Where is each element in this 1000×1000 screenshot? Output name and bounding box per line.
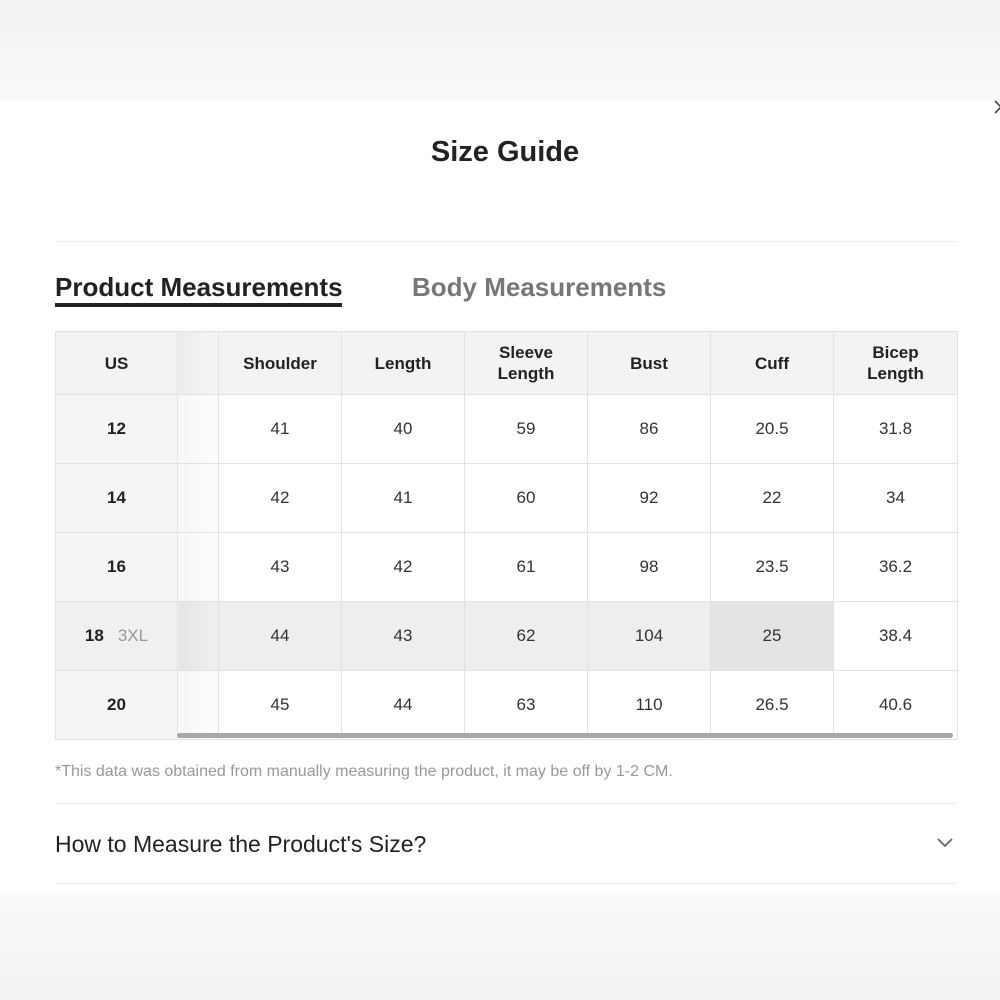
table-cell: 63	[465, 671, 588, 740]
table-cell: 110	[588, 671, 711, 740]
column-header-bicep-length	[834, 332, 958, 395]
table-cell: 62	[465, 602, 588, 671]
accordion-label: How to Measure the Product's Size?	[55, 831, 427, 857]
table-cell: 34	[834, 464, 958, 533]
table-cell: 36.2	[834, 533, 958, 602]
table-row	[56, 464, 958, 533]
scroll-shadow	[178, 464, 219, 533]
table-cell: 44	[342, 671, 465, 740]
size-cell: 20	[56, 671, 178, 740]
table-cell: 61	[465, 533, 588, 602]
table-cell: 41	[219, 395, 342, 464]
column-header-label: Bicep Length	[867, 343, 924, 383]
measurement-disclaimer: *This data was obtained from manually measuring the product, it may be off by 1-2 CM.	[55, 763, 673, 780]
table-row-highlighted[interactable]	[56, 602, 958, 671]
table-cell: 41	[342, 464, 465, 533]
size-cell	[56, 602, 178, 671]
table-cell: 31.8	[834, 395, 958, 464]
scroll-shadow	[178, 332, 219, 395]
table-cell: 104	[588, 602, 711, 671]
table-cell: 42	[342, 533, 465, 602]
column-header-cuff: Cuff	[711, 332, 834, 395]
table-cell: 26.5	[711, 671, 834, 740]
size-cell: 14	[56, 464, 178, 533]
size-label: 18	[84, 626, 104, 645]
column-header-label: Sleeve Length	[497, 343, 555, 383]
divider	[55, 883, 957, 884]
table-cell-highlighted: 25	[711, 602, 834, 671]
table-row	[56, 533, 958, 602]
scroll-shadow	[178, 671, 219, 740]
close-icon	[994, 100, 1000, 114]
column-header-sleeve-length	[465, 332, 588, 395]
table-cell: 86	[588, 395, 711, 464]
table-cell: 45	[219, 671, 342, 740]
scroll-shadow	[178, 533, 219, 602]
table-cell: 43	[342, 602, 465, 671]
table-row	[56, 395, 958, 464]
divider	[55, 241, 957, 242]
modal-title: Size Guide	[430, 136, 580, 168]
table-cell: 44	[219, 602, 342, 671]
chevron-down-icon	[935, 837, 955, 849]
table-cell: 60	[465, 464, 588, 533]
table-cell: 42	[219, 464, 342, 533]
size-table	[55, 331, 958, 740]
table-cell: 59	[465, 395, 588, 464]
table-cell: 92	[588, 464, 711, 533]
column-header-us: US	[56, 332, 178, 395]
table-cell: 43	[219, 533, 342, 602]
how-to-measure-accordion[interactable]	[55, 804, 957, 883]
table-cell: 38.4	[834, 602, 958, 671]
column-header-length: Length	[342, 332, 465, 395]
column-header-shoulder: Shoulder	[219, 332, 342, 395]
horizontal-scrollbar[interactable]	[177, 733, 953, 738]
tab-body-measurements[interactable]: Body Measurements	[412, 272, 667, 302]
backdrop-bottom	[0, 895, 1000, 1000]
column-header-bust: Bust	[588, 332, 711, 395]
close-button[interactable]	[986, 96, 1000, 118]
table-row	[56, 671, 958, 740]
size-cell: 12	[56, 395, 178, 464]
table-cell: 23.5	[711, 533, 834, 602]
table-cell: 22	[711, 464, 834, 533]
alt-size-label: 3XL	[117, 626, 149, 645]
scroll-shadow	[178, 602, 219, 671]
tab-product-measurements[interactable]: Product Measurements	[55, 272, 343, 302]
table-cell: 20.5	[711, 395, 834, 464]
table-cell: 98	[588, 533, 711, 602]
table-cell: 40.6	[834, 671, 958, 740]
active-tab-indicator	[55, 303, 342, 307]
size-cell: 16	[56, 533, 178, 602]
backdrop-top	[0, 0, 1000, 100]
table-header-row	[56, 332, 958, 395]
table-cell: 40	[342, 395, 465, 464]
scroll-shadow	[178, 395, 219, 464]
